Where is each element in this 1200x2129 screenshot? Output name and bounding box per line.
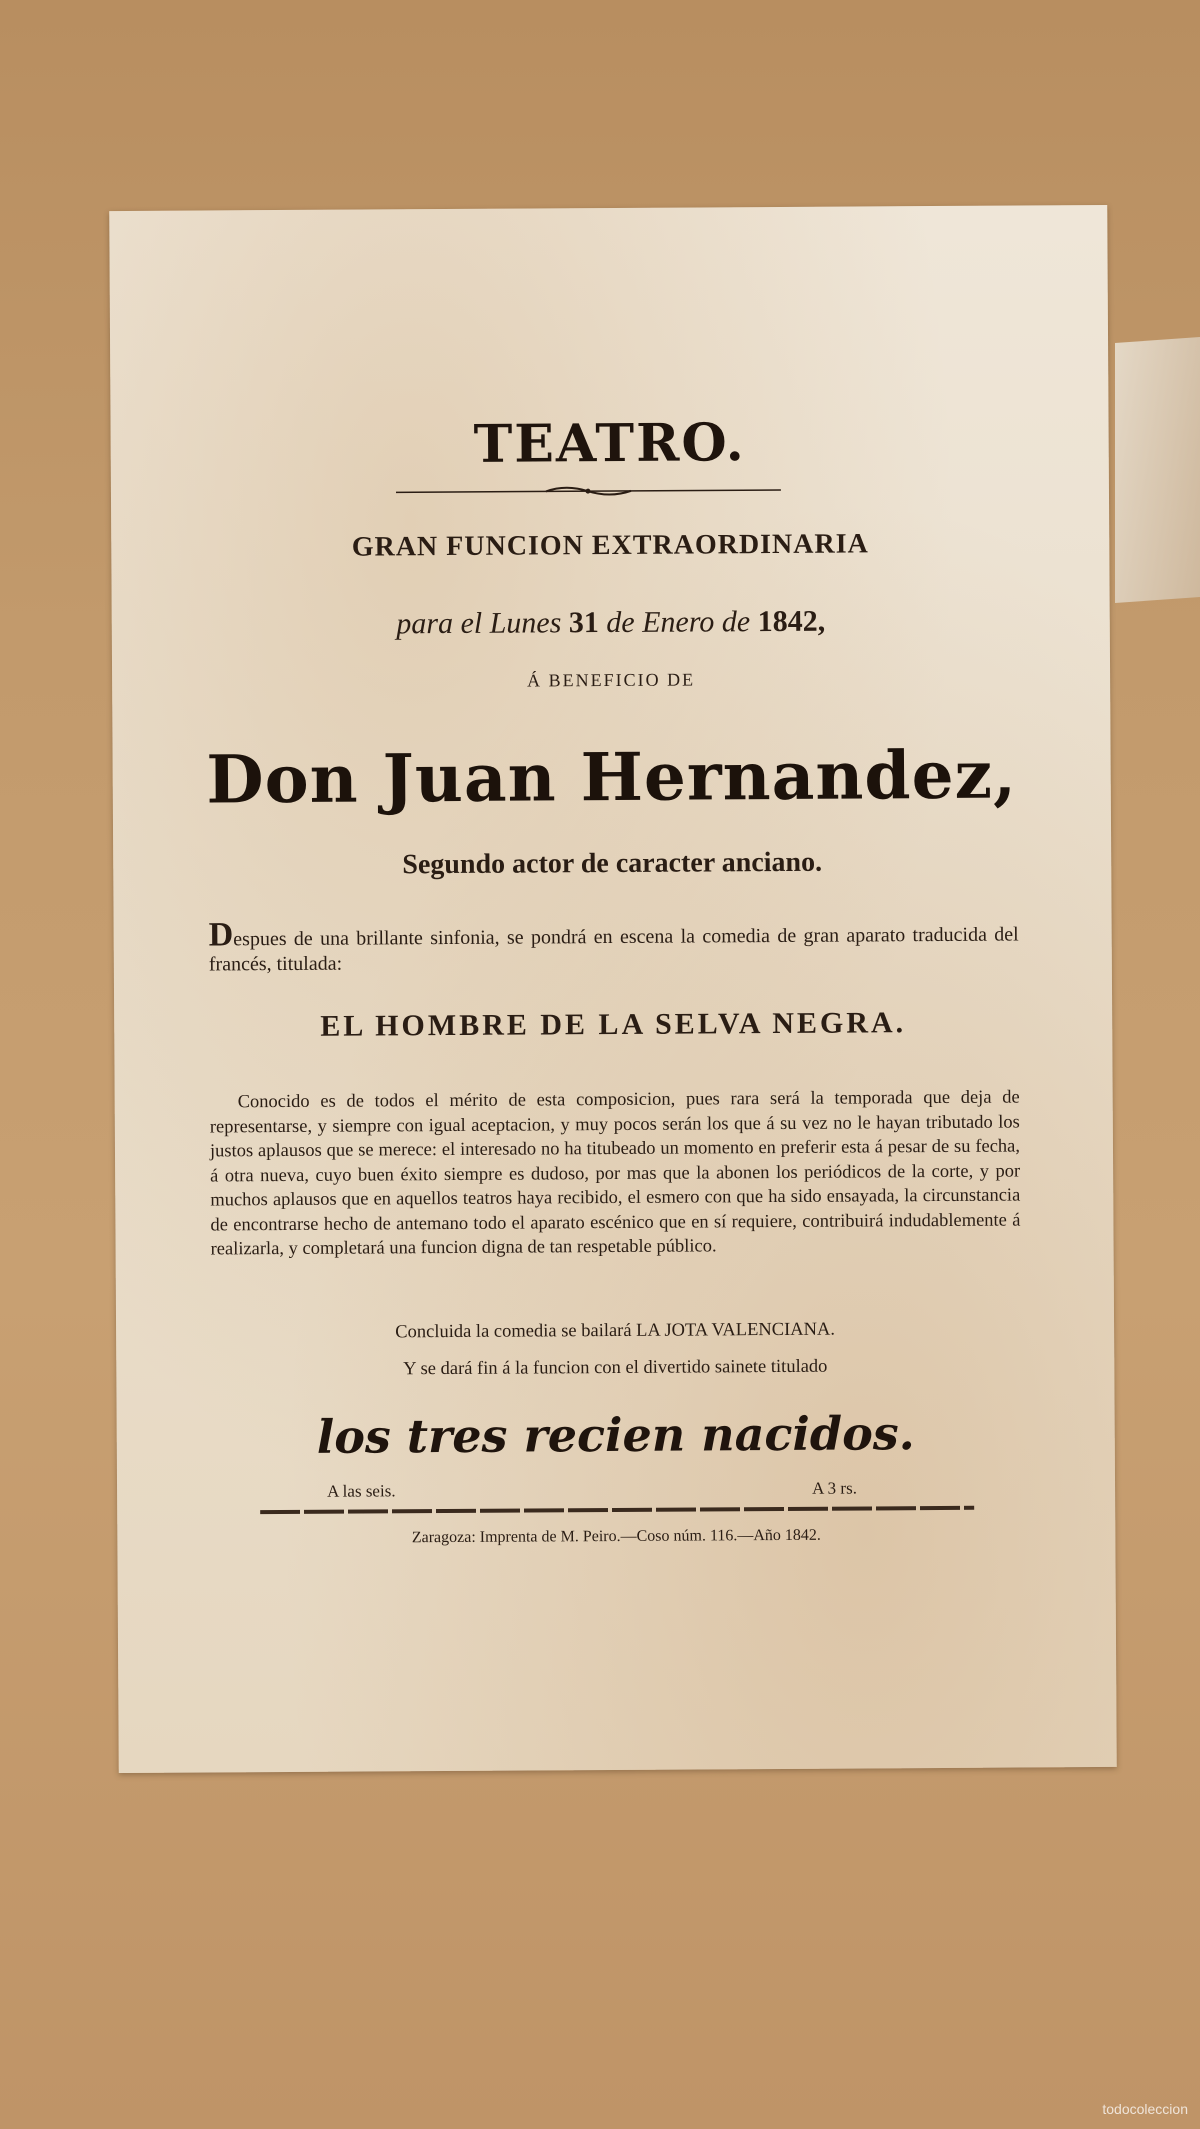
finale-line: Y se dará fin á la funcion con el divertido sainete titulado (403, 1356, 828, 1380)
beneficiary-name: Don Juan Hernandez, (206, 735, 1018, 819)
intro-text: espues de una brillante sinfonia, se pondrá en escena la comedia de gran aparato traducida del francés, titulada: (208, 923, 1019, 976)
ticket-price: A 3 rs. (811, 1478, 857, 1498)
date-line (112, 603, 1110, 643)
dance-line: Concluida la comedia se bailará LA JOTA VALENCIANA. (395, 1319, 835, 1343)
broadside-content (109, 205, 1107, 1547)
drop-cap: D (208, 916, 234, 954)
broadside-sheet (109, 205, 1117, 1773)
watermark: todocoleccion (1102, 2101, 1188, 2117)
description-paragraph: Conocido es de todos el mérito de esta composicion, pues rara será la temporada que deja de representarse, y siempre con igual aceptacion, y muy pocos serán los que á su vez no le hayan tributado los justos aplausos que se merece: el interesado no ha titubeado un momento en preferir esta á pesar de su fecha, á otra nueva, cuyo buen éxito siempre es dudoso, por mas que la abonen los periódicos de la corte, y por muchos aplausos que en aquellos teatros haya recibido, el esmero con que ha sido ensayada, la circunstancia de encontrarse hecho de antemano todo el aparato escénico que en sí requiere, contribuirá indudablemente á realizarla, y completará una funcion digna de tan respetable público. (209, 1087, 1021, 1260)
date-prefix: para el Lunes (396, 606, 562, 641)
printer-imprint: Zaragoza: Imprenta de M. Peiro.—Coso núm. 116.—Año 1842. (411, 1526, 821, 1547)
actor-role: Segundo actor de caracter anciano. (402, 846, 823, 881)
start-time: A las seis. (327, 1481, 396, 1501)
intro-paragraph (208, 916, 1019, 978)
headline: GRAN FUNCION EXTRAORDINARIA (351, 528, 869, 563)
date-year: 1842, (757, 604, 826, 639)
tissue-paper (1115, 337, 1200, 603)
date-middle: de Enero de (606, 605, 751, 640)
sainete-title: los tres recien nacidos. (316, 1406, 915, 1464)
play-title: EL HOMBRE DE LA SELVA NEGRA. (320, 1006, 907, 1043)
date-day: 31 (568, 606, 599, 640)
ornamental-rule (396, 483, 781, 499)
benefit-line: Á BENEFICIO DE (527, 669, 696, 691)
dashed-rule (260, 1506, 974, 1514)
page-title: TEATRO. (473, 412, 746, 475)
